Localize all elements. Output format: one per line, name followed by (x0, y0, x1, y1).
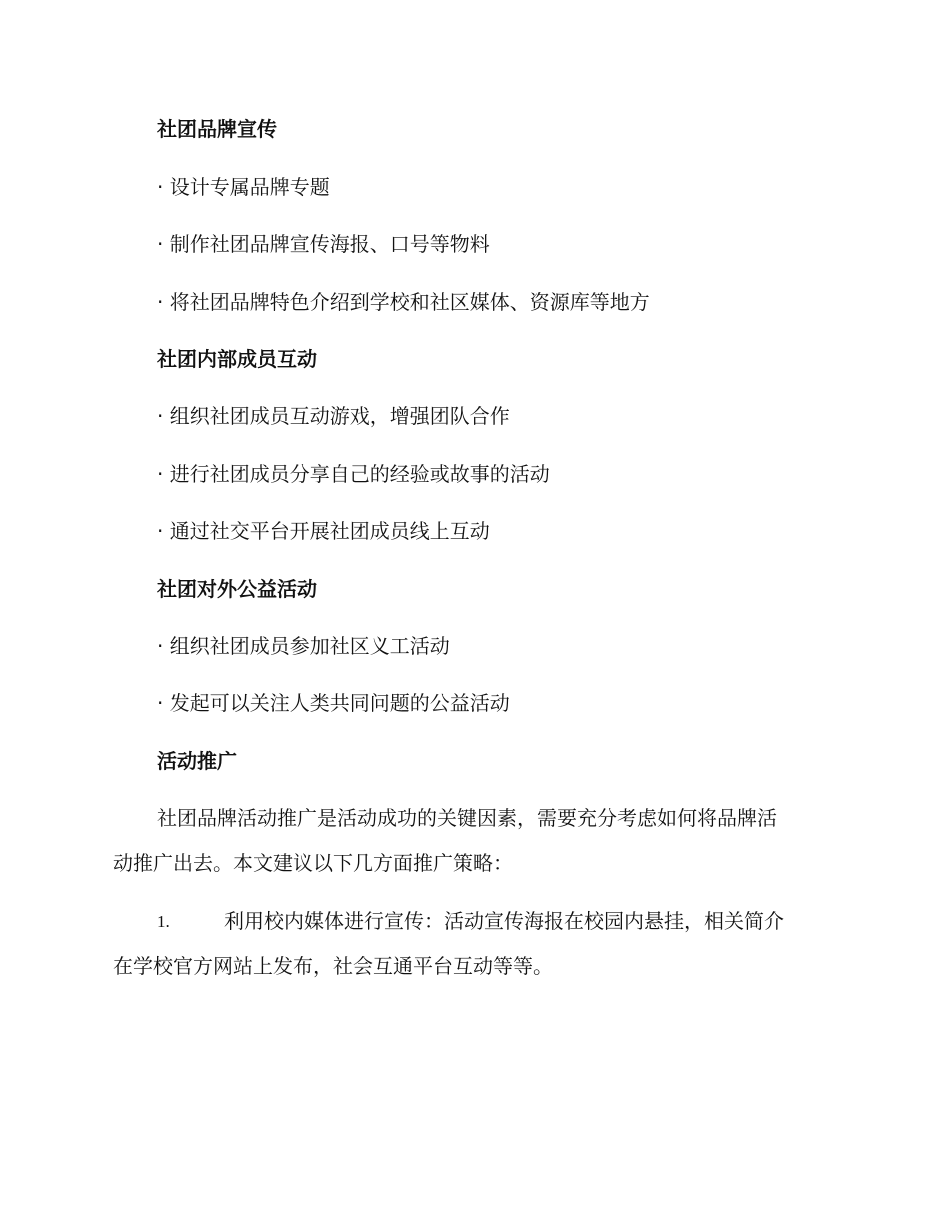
section-heading-internal: 社团内部成员互动 (157, 347, 317, 371)
list-item-text: 利用校内媒体进行宣传：活动宣传海报在校园内悬挂，相关简介 (224, 909, 784, 933)
bullet-item: · 设计专属品牌专题 (157, 175, 330, 199)
bullet-item: · 组织社团成员互动游戏，增强团队合作 (157, 404, 510, 428)
section-heading-brand: 社团品牌宣传 (157, 117, 277, 141)
bullet-item: · 将社团品牌特色介绍到学校和社区媒体、资源库等地方 (157, 290, 650, 314)
bullet-item: · 组织社团成员参加社区义工活动 (157, 634, 450, 658)
paragraph-line: 社团品牌活动推广是活动成功的关键因素，需要充分考虑如何将品牌活 (157, 806, 777, 830)
bullet-item: · 进行社团成员分享自己的经验或故事的活动 (157, 462, 550, 486)
list-number: 1. (157, 912, 170, 931)
bullet-item: · 发起可以关注人类共同问题的公益活动 (157, 691, 510, 715)
list-item-text: 在学校官方网站上发布，社会互通平台互动等等。 (113, 954, 553, 978)
paragraph-line: 动推广出去。本文建议以下几方面推广策略： (113, 851, 513, 875)
bullet-item: · 制作社团品牌宣传海报、口号等物料 (157, 232, 490, 256)
section-heading-charity: 社团对外公益活动 (157, 577, 317, 601)
section-heading-promotion: 活动推广 (157, 749, 237, 773)
bullet-item: · 通过社交平台开展社团成员线上互动 (157, 519, 490, 543)
